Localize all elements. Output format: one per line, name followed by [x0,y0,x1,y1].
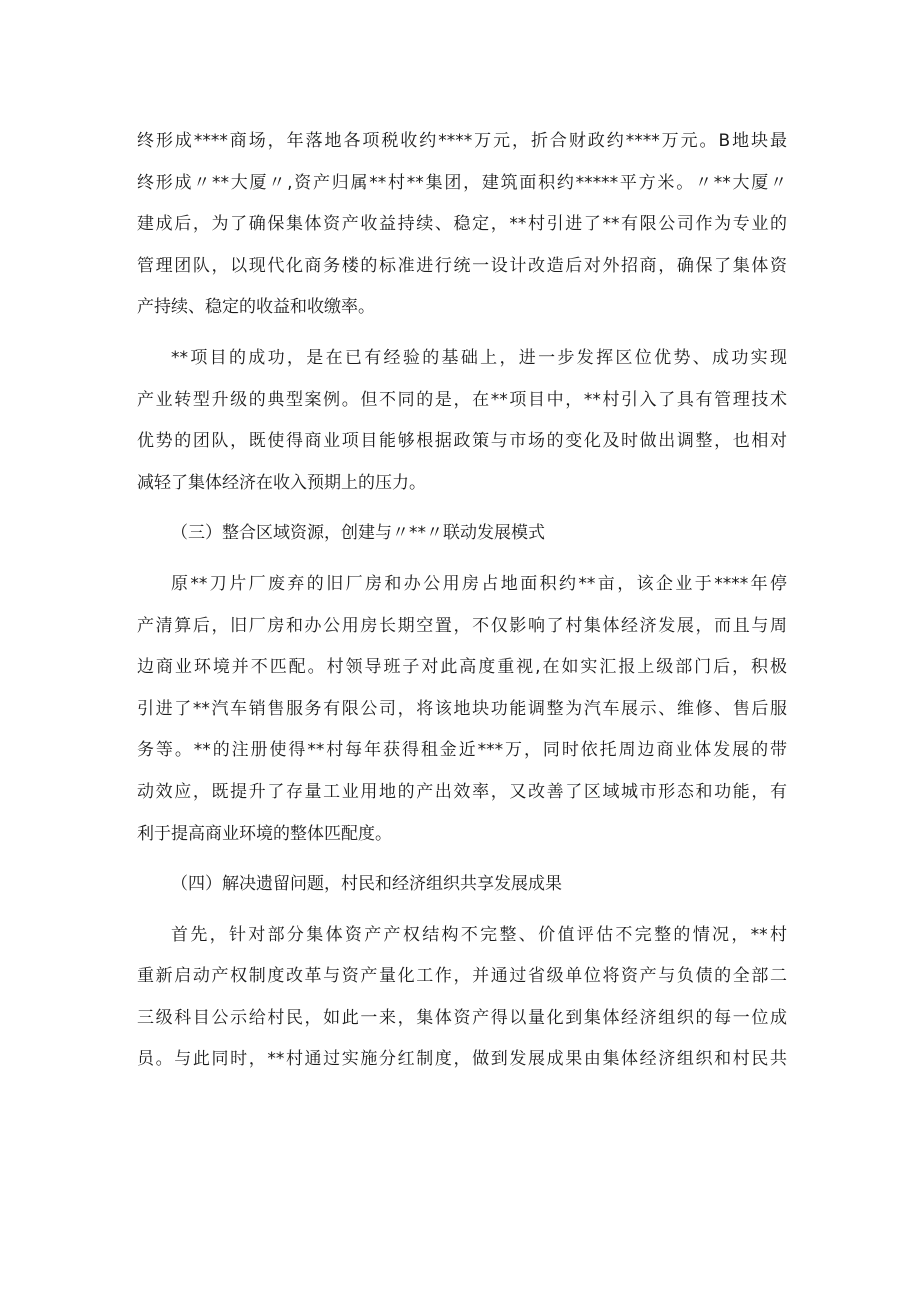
section-heading-four [137,864,787,906]
section-heading-text: （四）解决遗留问题，村民和经济组织共享发展成果 [171,874,562,895]
text-line: 引进了**汽车销售服务有限公司，将该地块功能调整为汽车展示、维修、售后服 [137,698,787,719]
text-line: 产持续、稳定的收益和收缴率。 [137,297,375,318]
text-line: 终形成****商场，年落地各项税收约****万元，折合财政约****万元。B地块最 [137,131,787,151]
text-line: **项目的成功，是在已有经验的基础上，进一步发挥区位优势、成功实现 [171,347,787,368]
text-line: 产业转型升级的典型案例。但不同的是，在**项目中，**村引入了具有管理技术 [137,389,787,410]
text-line: 三级科目公示给村民，如此一来，集体资产得以量化到集体经济组织的每一位成 [137,1007,787,1028]
text-line: 产清算后，旧厂房和办公用房长期空置，不仅影响了村集体经济发展，而且与周 [137,615,787,636]
section-heading-text: （三）整合区域资源，创建与〃**〃联动发展模式 [171,523,545,544]
paragraph-asset-tower [137,121,787,329]
document-body [137,121,787,1081]
text-line: 边商业环境并不匹配。村领导班子对此高度重视,在如实汇报上级部门后，积极 [137,657,787,678]
text-line: 终形成〃**大厦〃,资产归属**村**集团，建筑面积约*****平方米。〃**大厦〃 [137,172,787,193]
text-line: 管理团队，以现代化商务楼的标准进行统一设计改造后对外招商，确保了集体资 [137,255,787,276]
text-line: 建成后，为了确保集体资产收益持续、稳定，**村引进了**有限公司作为专业的 [137,214,787,235]
text-line: 员。与此同时，**村通过实施分红制度，做到发展成果由集体经济组织和村民共 [137,1049,787,1070]
paragraph-project-success [137,338,787,504]
text-line: 务等。**的注册使得**村每年获得租金近***万，同时依托周边商业体发展的带 [137,740,787,761]
text-line: 优势的团队，既使得商业项目能够根据政策与市场的变化及时做出调整，也相对 [137,431,787,452]
paragraph-legacy-issues [137,915,787,1081]
text-line: 原**刀片厂废弃的旧厂房和办公用房占地面积约**亩，该企业于****年停 [171,573,787,594]
text-line: 重新启动产权制度改革与资产量化工作，并通过省级单位将资产与负债的全部二 [137,966,787,987]
text-line: 减轻了集体经济在收入预期上的压力。 [137,472,426,493]
section-heading-three [137,513,787,555]
text-line: 利于提高商业环境的整体匹配度。 [137,823,392,844]
paragraph-factory-reuse [137,564,787,855]
text-line: 动效应，既提升了存量工业用地的产出效率，又改善了区域城市形态和功能，有 [137,781,787,802]
text-line: 首先，针对部分集体资产产权结构不完整、价值评估不完整的情况，**村 [171,924,787,945]
